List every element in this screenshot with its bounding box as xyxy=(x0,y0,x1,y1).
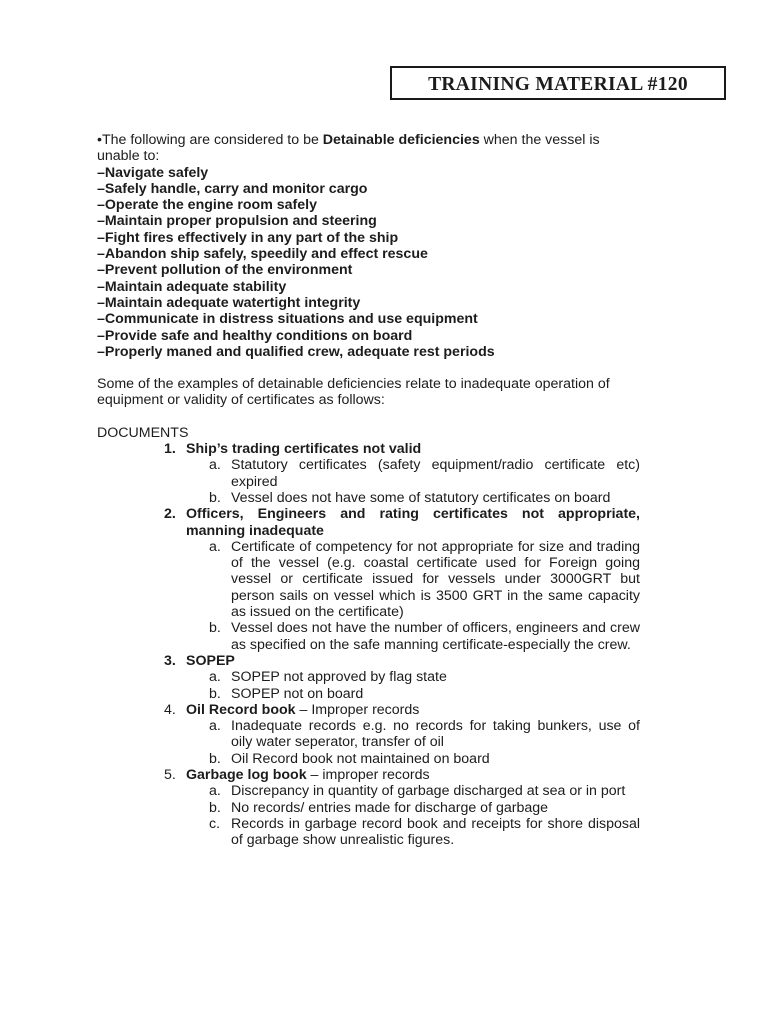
item-number: 5. xyxy=(164,766,176,783)
sub-text: Vessel does not have the number of officers, engineers and crew as specified on the safe manning certificate-especially the crew. xyxy=(231,620,640,653)
sub-letter: a. xyxy=(209,457,221,474)
sub-item xyxy=(209,800,640,816)
sub-item xyxy=(209,539,640,620)
intro-paragraph xyxy=(97,132,642,165)
sub-letter: c. xyxy=(209,815,221,832)
sub-list xyxy=(209,718,640,767)
sub-text: Discrepancy in quantity of garbage discharged at sea or in port xyxy=(231,783,626,800)
document-item xyxy=(164,702,640,767)
sub-text: SOPEP not approved by flag state xyxy=(231,669,447,686)
sub-letter: a. xyxy=(209,718,221,735)
sub-letter: a. xyxy=(209,669,221,686)
sub-item xyxy=(209,751,640,767)
sub-item xyxy=(209,816,640,849)
list-item: –Abandon ship safely, speedily and effect rescue xyxy=(97,246,428,263)
documents-heading: DOCUMENTS xyxy=(97,424,189,441)
item-title: SOPEP xyxy=(186,652,235,669)
documents-list xyxy=(164,441,640,848)
sub-text: No records/ entries made for discharge of garbage xyxy=(231,799,549,816)
list-item: –Fight fires effectively in any part of the ship xyxy=(97,229,399,246)
list-item: –Properly maned and qualified crew, adequate rest periods xyxy=(97,343,495,360)
sub-list xyxy=(209,783,640,848)
sub-text: Statutory certificates (safety equipment/radio certificate etc) expired xyxy=(231,457,640,490)
sub-item xyxy=(209,686,640,702)
sub-letter: a. xyxy=(209,783,221,800)
item-title: Oil Record book xyxy=(186,701,296,718)
item-title: Garbage log book xyxy=(186,766,307,783)
sub-text: Records in garbage record book and receipts for shore disposal of garbage show unrealistic figures. xyxy=(231,815,640,849)
sub-letter: a. xyxy=(209,538,221,555)
examples-paragraph: Some of the examples of detainable deficiencies relate to inadequate operation of equipment or validity of certificates as follows: xyxy=(97,376,610,409)
sub-letter: b. xyxy=(209,489,221,506)
sub-item xyxy=(209,620,640,653)
item-number: 2. xyxy=(164,506,176,523)
list-item: –Maintain adequate watertight integrity xyxy=(97,294,361,311)
document-item xyxy=(164,506,640,653)
sub-list xyxy=(209,457,640,506)
document-item xyxy=(164,767,640,848)
intro-post: when the vessel is unable to: xyxy=(97,132,600,165)
item-rest: – Improper records xyxy=(295,701,420,718)
title-box xyxy=(390,66,726,100)
page-title: TRAINING MATERIAL #120 xyxy=(428,74,688,95)
sub-item xyxy=(209,669,640,685)
item-title: Ship’s trading certificates not valid xyxy=(186,441,422,458)
item-number: 1. xyxy=(164,441,176,458)
list-item: –Safely handle, carry and monitor cargo xyxy=(97,180,368,197)
item-number: 3. xyxy=(164,652,176,669)
sub-text: SOPEP not on board xyxy=(231,685,364,702)
sub-text: Oil Record book not maintained on board xyxy=(231,750,490,767)
sub-item xyxy=(209,490,640,506)
sub-text: Vessel does not have some of statutory certificates on board xyxy=(231,489,611,506)
document-body xyxy=(97,132,642,848)
list-item: –Communicate in distress situations and use equipment xyxy=(97,311,478,328)
intro-bullet: • xyxy=(97,132,102,148)
list-item: –Navigate safely xyxy=(97,164,209,181)
intro-bold: Detainable deficiencies xyxy=(322,132,480,148)
document-item xyxy=(164,441,640,506)
sub-item xyxy=(209,457,640,490)
sub-letter: b. xyxy=(209,750,221,767)
sub-text: Certificate of competency for not appropriate for size and trading of the vessel (e.g. coastal certificate used for Foreign going vessel or certificate issued for vessels under 3000GRT but person sails on vessel which is 3500 GRT in the same capacity as issued on the certificate) xyxy=(231,538,640,621)
document-item xyxy=(164,653,640,702)
list-item: –Operate the engine room safely xyxy=(97,197,317,214)
item-rest: – improper records xyxy=(306,766,430,783)
sub-item xyxy=(209,783,640,799)
list-item: –Maintain proper propulsion and steering xyxy=(97,213,377,230)
sub-list xyxy=(209,669,640,702)
sub-letter: b. xyxy=(209,620,221,637)
sub-letter: b. xyxy=(209,685,221,702)
deficiency-list xyxy=(97,165,642,361)
list-item: –Maintain adequate stability xyxy=(97,278,287,295)
list-item: –Provide safe and healthy conditions on board xyxy=(97,327,413,344)
sub-text: Inadequate records e.g. no records for taking bunkers, use of oily water seperator, transfer of oil xyxy=(231,718,640,751)
sub-item xyxy=(209,718,640,751)
intro-pre: The following are considered to be xyxy=(101,132,323,148)
item-number: 4. xyxy=(164,701,176,718)
item-title: Officers, Engineers and rating certificates not appropriate, manning inadequate xyxy=(186,506,640,539)
list-item: –Prevent pollution of the environment xyxy=(97,262,353,279)
sub-letter: b. xyxy=(209,799,221,816)
sub-list xyxy=(209,539,640,653)
